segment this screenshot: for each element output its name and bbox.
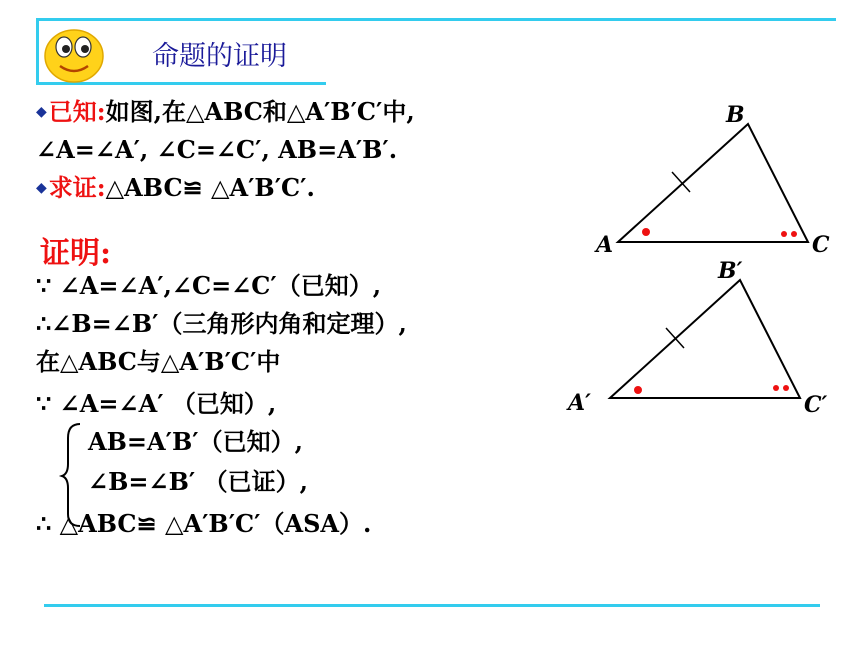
proof-step-6: ∠B=∠B′ （已证）,	[88, 467, 308, 496]
triangle-abc-prime	[610, 280, 800, 398]
angle-mark-c2	[791, 231, 797, 237]
proof-step-3: 在△ABC与△A′B′C′中	[36, 347, 281, 376]
header-left-border	[36, 18, 39, 84]
proof-step-2: ∴∠B=∠B′（三角形内角和定理）,	[36, 309, 407, 338]
prove-line	[36, 173, 315, 202]
header-top-border	[36, 18, 836, 21]
bullet-diamond-icon: ◆	[36, 180, 47, 196]
given-label: 已知:	[48, 97, 106, 126]
proof-step-4: ∵ ∠A=∠A′ （已知）,	[36, 389, 277, 418]
prove-label: 求证:	[48, 173, 106, 202]
left-brace-icon	[60, 420, 84, 530]
proof-step-1: ∵ ∠A=∠A′,∠C=∠C′（已知）,	[36, 271, 382, 300]
triangle-abc	[618, 124, 808, 242]
label-b-prime: B′	[718, 258, 743, 284]
label-b: B	[726, 102, 745, 128]
prove-text: △ABC≌ △A′B′C′.	[105, 173, 315, 202]
angle-mark-c-prime-1	[773, 385, 779, 391]
given-line-2: ∠A=∠A′, ∠C=∠C′, AB=A′B′.	[36, 135, 398, 164]
angle-mark-c-prime-2	[783, 385, 789, 391]
proof-label: 证明:	[40, 236, 112, 271]
triangles-figure	[568, 100, 840, 420]
angle-mark-a-prime	[634, 386, 642, 394]
label-a-prime: A′	[568, 390, 591, 416]
tick-ab	[672, 172, 690, 192]
angle-mark-c1	[781, 231, 787, 237]
proof-step-7: ∴ △ABC≌ △A′B′C′（ASA）.	[36, 509, 372, 538]
proof-step-5: AB=A′B′（已知）,	[88, 427, 303, 456]
smiley-face-icon	[42, 26, 106, 84]
given-line-1	[36, 97, 415, 126]
label-c: C	[812, 232, 830, 258]
label-a: A	[596, 232, 614, 258]
angle-mark-a	[642, 228, 650, 236]
page-title: 命题的证明	[152, 41, 287, 72]
given-text-1: 如图,在△ABC和△A′B′C′中,	[105, 97, 415, 126]
label-c-prime: C′	[804, 392, 828, 418]
bullet-diamond-icon: ◆	[36, 104, 47, 120]
footer-divider	[44, 604, 820, 607]
